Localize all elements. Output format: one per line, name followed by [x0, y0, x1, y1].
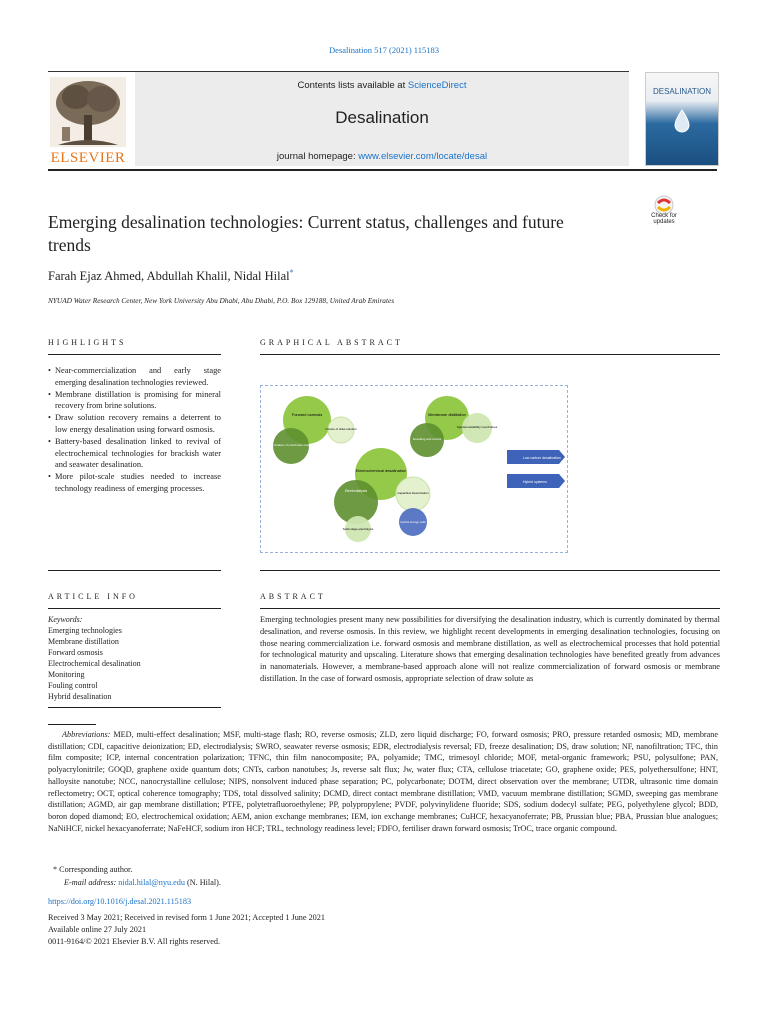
journal-name: Desalination [335, 108, 429, 127]
homepage-prefix: journal homepage: [276, 151, 359, 162]
highlight-item: • Membrane distillation is promising for mineral recovery from brine solutions. [55, 389, 221, 413]
graphical-abstract-diagram [261, 386, 567, 552]
keywords-label: Keywords: [48, 615, 83, 624]
highlight-item: • Draw solution recovery remains a deterrent to low energy desalination using forward osmosis. [55, 412, 221, 436]
corresponding-author-note: * Corresponding author. [53, 865, 133, 874]
graphical-abstract-heading: GRAPHICAL ABSTRACT [260, 338, 403, 347]
forward-osmosis-label: Forward osmosis [291, 412, 323, 417]
corresponding-author-mark[interactable]: * [289, 268, 294, 277]
copyright: 0011-9164/© 2021 Elsevier B.V. All rights reserved. [48, 937, 220, 946]
hybrid-cells-label: Hybrid energy cells [400, 520, 426, 524]
abstract-rule [260, 608, 720, 609]
highlights-heading: HIGHLIGHTS [48, 338, 127, 347]
email-line [64, 878, 221, 887]
abbreviations-footnote [48, 729, 718, 834]
paper-title: Emerging desalination technologies: Current status, challenges and future trends [48, 212, 564, 255]
email-label: E-mail address: [64, 878, 117, 887]
keyword: Forward osmosis [48, 648, 103, 657]
journal-citation[interactable]: Desalination 517 (2021) 115183 [329, 45, 439, 55]
contents-prefix: Contents lists available at [297, 80, 408, 91]
water-drop-icon [674, 109, 690, 133]
abstract-body: Emerging technologies present many new possibilities for diversifying the desalination industry, which is currently dominated by thermal desalination, and reverse osmosis. In this review, we highlight recent developments in emerging desalination technologies, focusing on those nearing commercialization i.e. forward osmosis and membrane distillation, as well as electrochemical processes that hold potential for technological maturity and upscaling. Literature shows that emerging desalination technologies have benefited greatly from advances in nanomaterials. However, a membrane-based approach alone will not realize commercialization of forward osmosis or membrane distillation. In the case of forward osmosis, appropriate selection of draw solute as [260, 615, 720, 683]
article-info-heading: ARTICLE INFO [48, 592, 138, 601]
email-suffix: (N. Hilal). [187, 878, 221, 887]
electrodialysis-label: Electrodialysis [344, 489, 368, 493]
abbreviations-label: Abbreviations: [62, 730, 111, 739]
keyword: Electrochemical desalination [48, 659, 141, 668]
membrane-distillation-label: Membrane distillation [428, 412, 466, 417]
capacitive-label: Capacitive Deionization [397, 491, 429, 495]
affiliation: NYUAD Water Research Center, New York University Abu Dhabi, Abu Dhabi, P.O. Box 129188, United Arab Emirates [48, 296, 395, 305]
authors: Farah Ejaz Ahmed, Abdullah Khalil, Nidal Hilal [48, 269, 290, 284]
homepage-link[interactable]: www.elsevier.com/locate/desal [358, 151, 488, 162]
footnote-rule [48, 724, 96, 725]
publication-info [48, 912, 325, 948]
check-for-updates-label[interactable]: Check for updates [651, 213, 677, 225]
received-dates: Received 3 May 2021; Received in revised form 1 June 2021; Accepted 1 June 2021 [48, 913, 325, 922]
available-online: Available online 27 July 2021 [48, 925, 147, 934]
keyword: Membrane distillation [48, 637, 119, 646]
keywords-block [48, 614, 221, 702]
abbreviations-text: MED, multi-effect desalination; MSF, multi-stage flash; RO, reverse osmosis; ZLD, zero liquid discharge; FO, forward osmosis; PRO, pressure retarded osmosis; MD, membrane distillation; CDI, capacitive deionization; ED, electrodialysis; SWRO, seawater reverse osmosis; EDR, electrodialysis reversal; FD, freeze desalination; DS, draw solution; NF, nanofiltration; TFC, thin film composite; ICP, internal concentration polarization; TFNC, thin film nanocomposite; PA, polyamide; TMC, trimesoyl chloride; MOF, metal-organic framework; PSU, polysulfone; PAN, polyacrylonitrile; GOQD, graphene oxide quantum dots; CNTs, carbon nanotubes; Js, reverse salt flux; Jw, water flux; CTA, cellulose triacetate; GO, graphene oxide; PES, polyethersulfone; HNT, halloysite nanotube; NCC, nanocrystalline cellulose; NIPS, nonsolvent induced phase separation; PC, polycarbonate; DOTM, direct observation over the membrane; UTDR, ultrasonic time domain reflectometry; OCT, optical coherence tomography; TDS, total dissolved salinity; DCMD, direct contact membrane distillation; VMD, vacuum membrane distillation; SGMD, sweeping gas membrane distillation; AGMD, air gap membrane distillation; PTFE, polytetrafluoroethylene; PP, polypropylene; PVDF, polyvinylidene fluoride; SDS, sodium dodecyl sulfate; PEG, polyethylene glycol; BDD, boron doped diamond; EO, electrochemical oxidation; AEM, anion exchange membranes; IEM, ion exchange membranes; CuHCF, hexacyanoferrate; PB, Prussian blue; PBA, Prussian blue analogues; NaNiHCF, nickel hexacyanoferrate; NaFeHCF, sodium iron HCF; TRL, technology readiness level; FDFO, fertiliser drawn forward osmosis; TrOC, trace organic compound. [48, 730, 718, 833]
desalting-label: Desalting and control [412, 437, 442, 441]
keyword: Fouling control [48, 681, 98, 690]
keyword: Emerging technologies [48, 626, 122, 635]
hybrid-systems-label: Hybrid systems [523, 480, 547, 484]
article-info-bottom-rule [48, 707, 221, 708]
header-bottom-rule [48, 169, 717, 171]
keyword: Hybrid desalination [48, 692, 112, 701]
solid-stage-label: Solid-stage electrolysis [342, 527, 374, 531]
abstract-heading: ABSTRACT [260, 592, 326, 601]
article-info-rule [48, 608, 221, 609]
highlights-list [48, 365, 221, 495]
journal-cover-thumbnail[interactable] [645, 72, 719, 166]
graphical-abstract-figure [260, 385, 568, 553]
highlight-item: • Near-commercialization and early stage emerging desalination technologies reviewed. [55, 365, 221, 389]
cover-title: DESALINATION [652, 87, 712, 96]
highlight-item: • Battery-based desalination linked to revival of electrochemical technologies for brackish water and seawater desalination. [55, 436, 221, 471]
highlight-item: • More pilot-scale studies needed to increase technology readiness of emerging processes. [55, 471, 221, 495]
keyword: Monitoring [48, 670, 85, 679]
draw-solution-label: Choice of draw solution [325, 427, 357, 431]
special-membrane-label: Special wettability membranes [456, 425, 498, 429]
author-list [48, 268, 294, 284]
highlights-rule [48, 354, 221, 355]
email-link[interactable]: nidal.hilal@nyu.edu [118, 878, 185, 887]
electrochemical-label: Electrochemical desalination [355, 468, 407, 473]
elsevier-wordmark: ELSEVIER [50, 150, 126, 166]
low-carbon-label: Low carbon desalination [523, 456, 561, 460]
abstract-top-rule [260, 570, 720, 571]
sciencedirect-link[interactable]: ScienceDirect [407, 80, 467, 91]
journal-homepage-line [135, 151, 629, 162]
contents-line [135, 80, 629, 91]
optimization-label: Optimization of membrane material [267, 443, 315, 447]
graphical-abstract-rule [260, 354, 720, 355]
doi-link[interactable]: https://doi.org/10.1016/j.desal.2021.115183 [48, 897, 192, 906]
article-info-top-rule [48, 570, 221, 571]
